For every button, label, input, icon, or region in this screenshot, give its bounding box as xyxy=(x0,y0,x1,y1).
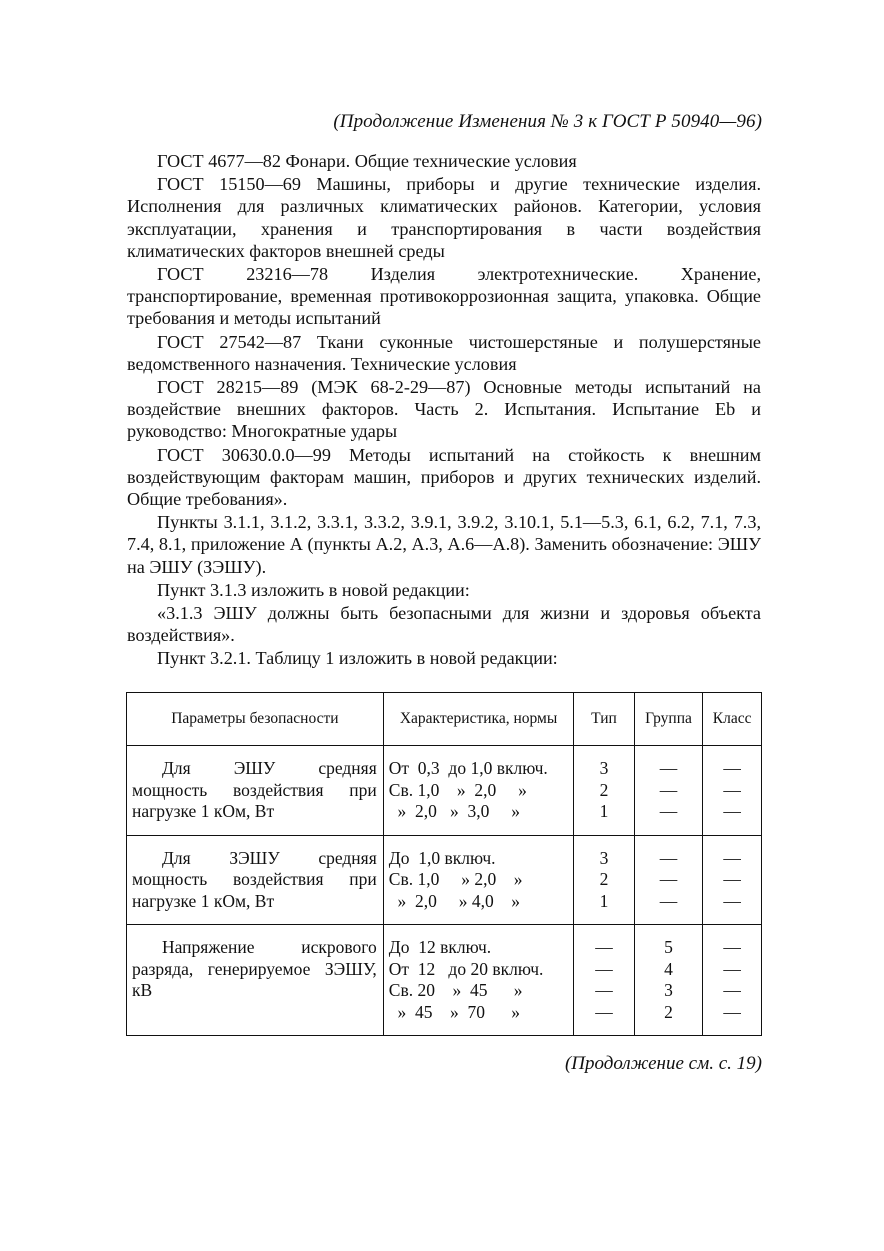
type-value: — xyxy=(595,1001,613,1022)
group-value: 4 xyxy=(664,958,673,979)
paragraph-gost-15150: ГОСТ 15150—69 Машины, приборы и другие технические изделия. Исполнения для различных климатических районов. Категории, условия эксплуатации, хранения и транспортирования в части воздействия климатических факторов внешней среды xyxy=(127,174,761,261)
norm-line: От 0,3 до 1,0 включ. xyxy=(388,758,548,778)
group-value: 3 xyxy=(664,980,673,1000)
paragraph-gost-30630: ГОСТ 30630.0.0—99 Методы испытаний на стойкость к внешним воздействующим факторам машин, приборов и других технических изделий. Общие требования». xyxy=(127,444,761,510)
group-cell xyxy=(634,835,703,925)
type-value: — xyxy=(595,958,613,979)
header-type: Тип xyxy=(574,693,634,746)
norm-line: Св. 1,0 » 2,0 » xyxy=(388,779,527,800)
norms-cell xyxy=(383,746,574,836)
norm-line: » 2,0 » 4,0 » xyxy=(388,890,521,911)
norm-line: До 12 включ. xyxy=(388,937,492,957)
class-value: — xyxy=(723,890,741,911)
paragraph-table-intro: Пункт 3.2.1. Таблицу 1 изложить в новой редакции: xyxy=(157,648,558,669)
class-cell xyxy=(703,746,762,836)
continuation-footer: (Продолжение см. с. 19) xyxy=(564,1053,762,1074)
parameter-cell: Напряжение искрового разряда, генерируемое ЗЭШУ, кВ xyxy=(127,925,384,1036)
paragraph-replace-designation: Пункты 3.1.1, 3.1.2, 3.3.1, 3.3.2, 3.9.1, 3.9.2, 3.10.1, 5.1—5.3, 6.1, 6.2, 7.1, 7.3, 7.4, 8.1, приложение А (пункты А.2, А.3, А.6—А.8). Заменить обозначение: ЭШУ на ЭШУ (ЗЭШУ). xyxy=(127,512,761,577)
group-value: — xyxy=(659,890,678,911)
header-parameters: Параметры безопасности xyxy=(127,693,384,746)
class-value: — xyxy=(723,758,741,778)
type-value: 1 xyxy=(599,801,609,821)
norm-line: » 2,0 » 3,0 » xyxy=(388,801,521,821)
paragraph-clause-313-text: «3.1.3 ЭШУ должны быть безопасными для жизни и здоровья объекта воздействия». xyxy=(127,603,761,646)
table-row xyxy=(127,835,762,925)
group-value: — xyxy=(659,779,678,800)
header-group: Группа xyxy=(634,693,703,746)
group-value: — xyxy=(659,847,678,868)
norms-cell xyxy=(383,835,574,925)
class-value: — xyxy=(723,779,741,800)
norms-cell xyxy=(383,925,574,1036)
class-value: — xyxy=(723,980,741,1000)
group-value: — xyxy=(659,869,678,889)
group-value: — xyxy=(659,801,678,821)
table-row xyxy=(127,746,762,836)
class-cell xyxy=(703,925,762,1036)
group-value: — xyxy=(659,758,678,778)
type-cell xyxy=(574,835,634,925)
safety-parameters-table xyxy=(126,692,762,1036)
type-value: 2 xyxy=(599,779,609,800)
class-value: — xyxy=(723,958,741,979)
group-value: 2 xyxy=(664,1001,673,1022)
paragraph-gost-27542: ГОСТ 27542—87 Ткани суконные чистошерстяные и полушерстяные ведомственного назначения. Технические условия xyxy=(127,331,761,374)
norm-line: До 1,0 включ. xyxy=(388,847,496,868)
parameter-cell: Для ЭШУ средняя мощность воздействия при нагрузке 1 кОм, Вт xyxy=(127,746,384,836)
norm-line: Св. 20 » 45 » xyxy=(388,980,523,1000)
type-cell xyxy=(574,746,634,836)
group-value: 5 xyxy=(664,937,673,957)
class-value: — xyxy=(723,801,741,821)
class-cell xyxy=(703,835,762,925)
continuation-header: (Продолжение Изменения № 3 к ГОСТ Р 50940—96) xyxy=(333,111,762,132)
group-cell xyxy=(634,746,703,836)
paragraph-gost-4677: ГОСТ 4677—82 Фонари. Общие технические условия xyxy=(157,151,577,171)
class-value: — xyxy=(723,937,741,957)
type-value: — xyxy=(595,980,613,1000)
type-value: 3 xyxy=(599,758,609,778)
class-value: — xyxy=(723,1001,741,1022)
document-body xyxy=(127,150,761,670)
class-value: — xyxy=(723,847,741,868)
paragraph-gost-23216: ГОСТ 23216—78 Изделия электротехнические. Хранение, транспортирование, временная противокоррозионная защита, упаковка. Общие требования и методы испытаний xyxy=(127,264,761,329)
group-cell xyxy=(634,925,703,1036)
type-value: 3 xyxy=(599,847,609,868)
paragraph-gost-28215: ГОСТ 28215—89 (МЭК 68-2-29—87) Основные методы испытаний на воздействие внешних факторов. Часть 2. Испытания. Испытание Eb и руководство: Многократные удары xyxy=(127,377,761,442)
parameter-cell: Для ЗЭШУ средняя мощность воздействия при нагрузке 1 кОм, Вт xyxy=(127,835,384,925)
type-value: 2 xyxy=(599,869,609,889)
class-value: — xyxy=(723,869,741,889)
table-header-row xyxy=(127,693,762,746)
table-row xyxy=(127,925,762,1036)
header-norms: Характеристика, нормы xyxy=(383,693,574,746)
type-value: — xyxy=(595,937,613,957)
norm-line: От 12 до 20 включ. xyxy=(388,958,544,979)
norm-line: Св. 1,0 » 2,0 » xyxy=(388,869,523,889)
type-cell xyxy=(574,925,634,1036)
paragraph-clause-313: Пункт 3.1.3 изложить в новой редакции: xyxy=(157,579,470,600)
header-class: Класс xyxy=(703,693,762,746)
norm-line: » 45 » 70 » xyxy=(388,1001,521,1022)
type-value: 1 xyxy=(599,890,609,911)
